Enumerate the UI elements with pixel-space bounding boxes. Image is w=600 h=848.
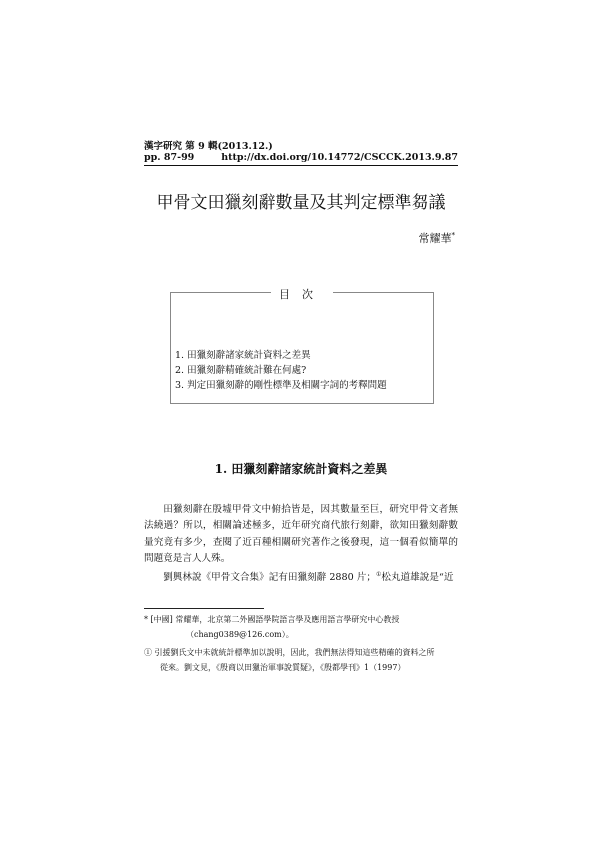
journal-header: 漢字研究 第 9 輯(2013.12.)	[144, 141, 273, 152]
footnote-1-line-2: 從來。劉文見，《殷商以田獵治軍事說質疑》，《殷都學刊》1（1997）	[160, 663, 406, 672]
paper-title: 甲骨文田獵刻辭數量及其判定標準芻議	[156, 193, 446, 213]
author-footnote-mark: *	[451, 231, 455, 240]
paragraph-2	[144, 567, 458, 586]
section-heading: 1. 田獵刻辭諸家統計資料之差異	[214, 462, 388, 476]
body-text	[144, 502, 458, 587]
toc-heading-text: 目次	[271, 288, 333, 301]
paragraph-2-text: 劉興林說《甲骨文合集》記有田獵刻辭 2880 片；	[163, 572, 376, 584]
toc-item-2[interactable]: 2. 田獵刻辭精確統計難在何處?	[175, 365, 307, 376]
footnote-author: * [中國] 常耀華，北京第二外國語學院語言學及應用語言學研究中心教授	[144, 615, 400, 624]
toc-item-3[interactable]: 3. 判定田獵刻辭的剛性標準及相關字詞的考釋問題	[175, 380, 387, 391]
footnote-1-line-1: ① 引援劉氏文中未就統計標準加以說明，因此，我們無法得知這些精確的資料之所	[144, 648, 435, 657]
author-name	[419, 230, 456, 246]
author-name-text: 常耀華	[418, 232, 452, 245]
footnote-author-email: （chang0389@126.com）。	[186, 630, 294, 639]
footnote-ref-1[interactable]: ①	[375, 571, 382, 579]
paragraph-2-continued: 松丸道雄說是“近	[381, 572, 454, 584]
footnote-rule	[144, 608, 264, 609]
header-rule	[144, 165, 458, 166]
page-range: pp. 87-99	[144, 152, 195, 163]
paragraph-1: 田獵刻辭在殷墟甲骨文中俯拾皆是，因其數量至巨，研究甲骨文者無法繞過？所以，相關論述極多，近年研究商代旅行刻辭，欲知田獵刻辭數量究竟有多少，查閱了近百種相關研究著作之後發現，這一個看似簡單的問題竟是言人人殊。	[144, 504, 458, 564]
toc-heading	[170, 283, 434, 302]
toc-item-1[interactable]: 1. 田獵刻辭諸家統計資料之差異	[175, 350, 311, 361]
doi-link[interactable]: http://dx.doi.org/10.14772/CSCCK.2013.9.87	[221, 152, 458, 163]
